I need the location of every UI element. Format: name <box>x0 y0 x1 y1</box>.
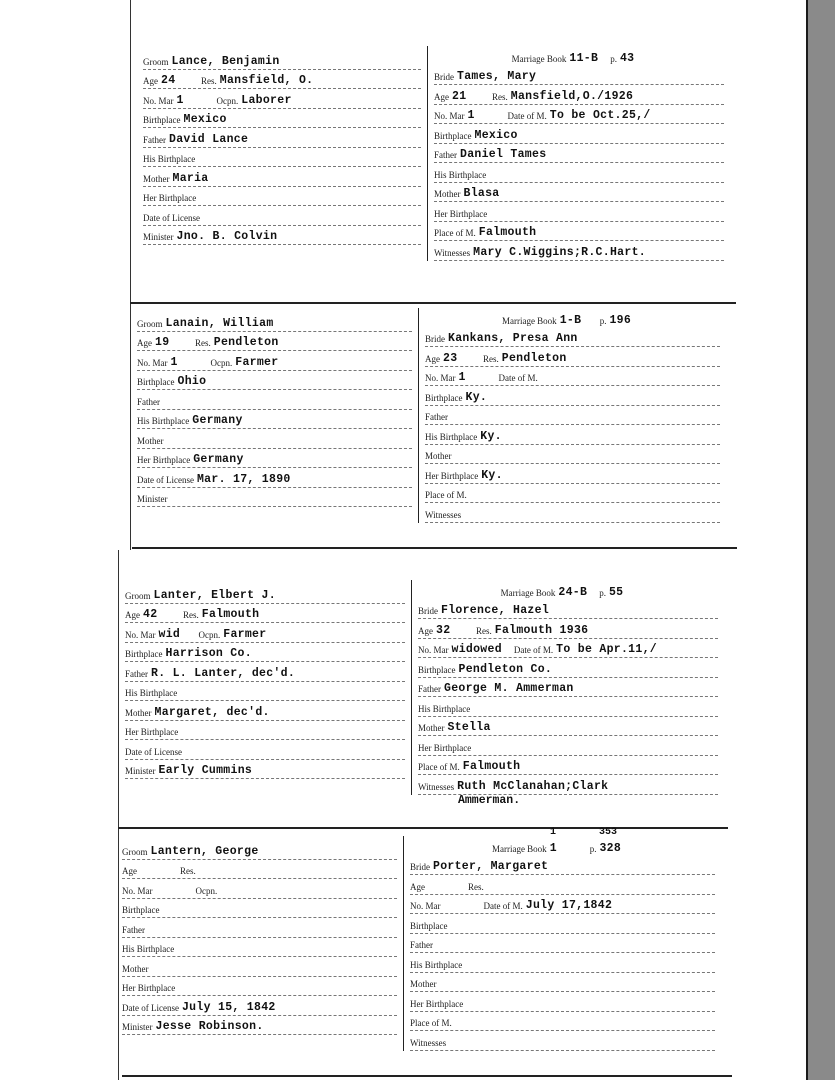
p-label: p. <box>599 587 606 598</box>
mother-value: Stella <box>447 721 491 734</box>
groom-field-row <box>125 760 405 780</box>
marriage-record-card <box>125 580 718 807</box>
his-birthplace-label: His Birthplace <box>434 169 487 180</box>
witnesses-label: Witnesses <box>418 781 455 792</box>
groom-label: Groom <box>125 590 151 601</box>
no-mar-label: No. Mar <box>125 629 156 640</box>
mother-label: Mother <box>410 979 437 989</box>
bride-field-row <box>434 241 724 261</box>
no-mar-label: No. Mar <box>410 901 441 911</box>
date-of-m-value: To be Oct.25,/ <box>549 109 651 122</box>
bride-field-row <box>434 46 724 66</box>
groom-value: Lantern, George <box>150 844 259 858</box>
birthplace-label: Birthplace <box>434 130 472 141</box>
witnesses-label: Witnesses <box>425 509 462 520</box>
his-birthplace-label: His Birthplace <box>143 154 196 164</box>
bride-label: Bride <box>434 72 454 82</box>
bride-field-row <box>425 484 720 504</box>
bride-field-row <box>410 973 715 993</box>
column-divider <box>418 308 419 523</box>
no-mar-value: 1 <box>467 109 475 122</box>
ocpn-label: Ocpn. <box>198 629 221 640</box>
ocpn-label: Ocpn. <box>195 885 218 896</box>
bride-field-row <box>418 717 718 737</box>
bride-field-row <box>434 163 724 183</box>
bride-column <box>425 308 720 523</box>
date-of-m-label: Date of M. <box>498 373 538 383</box>
bride-field-row <box>418 639 718 659</box>
mother-label: Mother <box>425 451 452 461</box>
ocpn-value: Laborer <box>241 93 292 107</box>
groom-field-row <box>122 899 397 919</box>
witnesses-continuation: Ammerman. <box>458 794 521 807</box>
father-value: David Lance <box>169 132 249 146</box>
witnesses-value: Mary C.Wiggins;R.C.Hart. <box>473 245 646 259</box>
age-value: 42 <box>143 608 158 621</box>
bride-field-row <box>425 308 720 328</box>
groom-column <box>137 312 412 523</box>
bride-value: Porter, Margaret <box>433 860 549 873</box>
groom-field-row <box>137 332 412 352</box>
marriage-book-value: 1-B <box>559 313 582 327</box>
mother-value: Maria <box>172 171 209 185</box>
bride-column <box>418 580 718 807</box>
age-value <box>428 893 456 894</box>
ocpn-value: Farmer <box>235 355 279 369</box>
groom-field-row <box>137 371 412 391</box>
res-label: Res. <box>492 91 508 102</box>
father-label: Father <box>418 684 441 694</box>
res-label: Res. <box>468 881 484 892</box>
witnesses-label: Witnesses <box>410 1037 447 1048</box>
birthplace-value: Ohio <box>177 375 207 388</box>
father-value: George M. Ammerman <box>444 682 574 695</box>
mother-value: Blasa <box>463 187 500 200</box>
column-divider <box>403 836 404 1051</box>
bride-field-row <box>418 736 718 756</box>
mother-label: Mother <box>418 723 445 733</box>
groom-field-row <box>143 50 421 70</box>
date-of-license-label: Date of License <box>125 746 182 757</box>
column-divider <box>427 46 428 261</box>
date-of-m-value: To be Apr.11,/ <box>556 643 657 656</box>
his-birthplace-label: His Birthplace <box>425 431 478 442</box>
age-label: Age <box>418 625 433 636</box>
birthplace-label: Birthplace <box>137 377 175 387</box>
date-of-m-label: Date of M. <box>483 901 523 911</box>
birthplace-label: Birthplace <box>125 649 163 659</box>
no-mar-value <box>156 897 184 898</box>
bride-field-row <box>410 914 715 934</box>
marriage-record-card <box>143 46 724 261</box>
bride-field-row <box>434 202 724 222</box>
no-mar-label: No. Mar <box>425 373 456 383</box>
birthplace-value: Mexico <box>474 128 518 142</box>
bride-column <box>434 46 724 261</box>
her-birthplace-label: Her Birthplace <box>410 998 464 1009</box>
bride-field-row <box>418 678 718 698</box>
res-label: Res. <box>183 610 199 620</box>
date-of-license-value: July 15, 1842 <box>181 1000 276 1014</box>
father-label: Father <box>125 668 148 679</box>
no-mar-label: No. Mar <box>137 357 168 368</box>
marriage-book-superscript: 1 <box>550 827 557 838</box>
bride-field-row <box>425 425 720 445</box>
witnesses-label: Witnesses <box>434 247 471 258</box>
bride-field-row <box>418 600 718 620</box>
minister-label: Minister <box>122 1022 153 1032</box>
age-value: 21 <box>452 89 467 103</box>
no-mar-label: No. Mar <box>434 111 465 121</box>
bride-value: Kankans, Presa Ann <box>448 332 578 345</box>
marriage-book-label: Marriage Book <box>491 843 547 854</box>
groom-field-row <box>137 351 412 371</box>
groom-column <box>143 50 421 261</box>
res-label: Res. <box>180 866 196 876</box>
bride-field-row <box>425 328 720 348</box>
age-value <box>140 877 168 878</box>
groom-field-row <box>125 604 405 624</box>
groom-value: Lanain, William <box>165 316 274 330</box>
his-birthplace-label: His Birthplace <box>125 688 178 698</box>
groom-value: Lanter, Elbert J. <box>153 588 276 602</box>
birthplace-label: Birthplace <box>143 115 181 125</box>
bride-field-row <box>434 222 724 242</box>
groom-field-row <box>143 206 421 226</box>
his-birthplace-label: His Birthplace <box>137 416 190 426</box>
res-value: Pendleton <box>213 336 279 349</box>
bride-field-row <box>418 775 718 807</box>
groom-field-row <box>122 840 397 860</box>
her-birthplace-label: Her Birthplace <box>122 983 176 993</box>
bride-column <box>410 827 715 1051</box>
bride-field-row <box>410 856 715 876</box>
minister-label: Minister <box>137 494 168 504</box>
place-of-m-label: Place of M. <box>425 490 467 500</box>
age-label: Age <box>425 353 440 364</box>
no-mar-label: No. Mar <box>418 645 449 655</box>
groom-field-row <box>143 128 421 148</box>
marriage-record-card <box>137 308 720 523</box>
p-label: p. <box>610 53 617 64</box>
birthplace-value: Mexico <box>183 113 227 126</box>
age-value: 23 <box>443 351 458 365</box>
date-of-m-label: Date of M. <box>513 645 554 655</box>
groom-column <box>122 840 397 1051</box>
bride-field-row <box>434 105 724 125</box>
father-label: Father <box>434 150 457 160</box>
bride-field-row <box>418 619 718 639</box>
father-label: Father <box>137 396 160 407</box>
his-birthplace-label: His Birthplace <box>122 944 175 954</box>
age-label: Age <box>410 881 425 892</box>
bride-field-row <box>425 445 720 465</box>
res-value: Falmouth 1936 <box>494 623 589 637</box>
res-label: Res. <box>483 353 499 364</box>
age-value: 32 <box>436 623 451 637</box>
groom-value: Lance, Benjamin <box>171 54 280 68</box>
birthplace-label: Birthplace <box>122 905 160 915</box>
groom-field-row <box>137 312 412 332</box>
marriage-book-value: 1 <box>549 841 557 855</box>
scan-border-line <box>806 0 808 1080</box>
bride-field-row <box>410 934 715 954</box>
no-mar-label: No. Mar <box>143 95 174 106</box>
groom-field-row <box>137 468 412 488</box>
mother-label: Mother <box>125 707 152 718</box>
bride-value: Florence, Hazel <box>441 604 550 617</box>
father-label: Father <box>143 134 166 145</box>
marriage-book-label: Marriage Book <box>511 53 567 64</box>
scan-edge <box>808 0 835 1080</box>
res-value: Falmouth <box>201 608 260 621</box>
groom-field-row <box>122 918 397 938</box>
minister-label: Minister <box>125 766 156 776</box>
bride-field-row <box>425 386 720 406</box>
groom-label: Groom <box>137 318 163 329</box>
bride-field-row <box>410 992 715 1012</box>
no-mar-label: No. Mar <box>122 885 153 896</box>
mother-label: Mother <box>137 435 164 446</box>
minister-value: Jesse Robinson. <box>155 1020 264 1033</box>
p-value: 196 <box>609 313 632 327</box>
her-birthplace-label: Her Birthplace <box>137 455 191 465</box>
card-separator <box>122 1075 732 1077</box>
groom-field-row <box>143 89 421 109</box>
date-of-license-label: Date of License <box>143 212 200 223</box>
date-of-license-value: Mar. 17, 1890 <box>196 472 291 486</box>
bride-field-row <box>410 1031 715 1051</box>
groom-field-row <box>143 109 421 129</box>
his-birthplace-label: His Birthplace <box>410 959 463 970</box>
minister-label: Minister <box>143 232 174 242</box>
ocpn-value: Farmer <box>223 627 267 641</box>
groom-field-row <box>122 957 397 977</box>
groom-field-row <box>125 682 405 702</box>
his-birthplace-label: His Birthplace <box>418 703 471 714</box>
groom-field-row <box>143 187 421 207</box>
age-label: Age <box>125 610 140 620</box>
her-birthplace-label: Her Birthplace <box>434 208 488 219</box>
groom-field-row <box>137 429 412 449</box>
place-of-m-label: Place of M. <box>418 762 460 772</box>
father-label: Father <box>122 924 145 935</box>
minister-value: Jno. B. Colvin <box>176 230 278 243</box>
bride-field-row <box>418 658 718 678</box>
bride-field-row <box>425 406 720 426</box>
bride-value: Tames, Mary <box>457 70 537 83</box>
marriage-book-label: Marriage Book <box>500 587 556 598</box>
groom-field-row <box>122 938 397 958</box>
groom-field-row <box>122 1016 397 1036</box>
p-value: 55 <box>608 585 624 599</box>
ocpn-label: Ocpn. <box>216 95 239 106</box>
bride-field-row <box>425 503 720 523</box>
bride-field-row <box>425 367 720 387</box>
age-value: 19 <box>155 336 170 349</box>
father-label: Father <box>410 940 433 950</box>
bride-field-row <box>410 1012 715 1032</box>
her-birthplace-value: Germany <box>193 453 244 466</box>
column-divider <box>411 580 412 795</box>
her-birthplace-label: Her Birthplace <box>125 727 179 737</box>
her-birthplace-label: Her Birthplace <box>143 193 197 203</box>
bride-field-row <box>410 827 715 856</box>
age-label: Age <box>434 91 449 102</box>
mother-label: Mother <box>143 173 170 184</box>
his-birthplace-value: Ky. <box>480 429 502 443</box>
groom-field-row <box>143 70 421 90</box>
age-label: Age <box>137 338 152 348</box>
groom-field-row <box>143 226 421 246</box>
scan-left-border <box>130 0 131 550</box>
groom-field-row <box>125 623 405 643</box>
groom-field-row <box>125 662 405 682</box>
marriage-book-label: Marriage Book <box>501 315 557 326</box>
bride-field-row <box>425 464 720 484</box>
bride-field-row <box>418 756 718 776</box>
bride-field-row <box>434 144 724 164</box>
minister-value: Early Cummins <box>158 764 253 777</box>
bride-field-row <box>410 875 715 895</box>
no-mar-value: wid <box>158 627 181 641</box>
place-of-m-label: Place of M. <box>410 1018 452 1028</box>
witnesses-value: Ruth McClanahan;Clark <box>457 779 609 793</box>
p-label: p. <box>589 843 597 854</box>
groom-field-row <box>125 740 405 760</box>
no-mar-value: 1 <box>176 93 184 107</box>
res-value: Mansfield,O./1926 <box>510 89 634 103</box>
father-value: Daniel Tames <box>460 148 547 161</box>
bride-label: Bride <box>418 606 438 616</box>
groom-field-row <box>125 643 405 663</box>
her-birthplace-label: Her Birthplace <box>425 470 479 481</box>
groom-label: Groom <box>143 56 169 67</box>
no-mar-value: 1 <box>458 371 466 384</box>
groom-field-row <box>122 977 397 997</box>
age-label: Age <box>143 76 158 86</box>
card-separator <box>118 827 728 829</box>
mother-value: Margaret, dec'd. <box>154 705 270 719</box>
groom-field-row <box>137 488 412 508</box>
bride-field-row <box>434 66 724 86</box>
date-of-license-label: Date of License <box>122 1002 179 1013</box>
p-value: 328 <box>599 841 622 855</box>
res-value: Pendleton <box>501 351 567 365</box>
groom-field-row <box>143 148 421 168</box>
groom-field-row <box>122 996 397 1016</box>
scan-left-border <box>118 550 119 1080</box>
mother-label: Mother <box>122 963 149 974</box>
his-birthplace-value: Germany <box>192 414 243 427</box>
marriage-book-value: 11-B <box>569 51 599 65</box>
bride-label: Bride <box>410 862 430 872</box>
no-mar-value: 1 <box>170 355 178 369</box>
groom-field-row <box>125 701 405 721</box>
card-separator <box>130 302 736 304</box>
bride-field-row <box>425 347 720 367</box>
bride-field-row <box>434 183 724 203</box>
age-value: 24 <box>161 74 176 87</box>
birthplace-label: Birthplace <box>418 664 456 675</box>
p-superscript: 353 <box>599 827 618 838</box>
birthplace-label: Birthplace <box>425 392 463 403</box>
groom-field-row <box>137 410 412 430</box>
groom-field-row <box>143 167 421 187</box>
bride-field-row <box>418 697 718 717</box>
place-of-m-value: Falmouth <box>478 226 537 239</box>
groom-field-row <box>137 449 412 469</box>
father-label: Father <box>425 412 448 422</box>
res-label: Res. <box>195 338 211 348</box>
bride-field-row <box>418 580 718 600</box>
birthplace-value: Pendleton Co. <box>458 662 553 676</box>
marriage-book-value: 24-B <box>558 585 588 599</box>
ocpn-label: Ocpn. <box>210 357 233 368</box>
groom-field-row <box>137 390 412 410</box>
groom-field-row <box>122 860 397 880</box>
bride-field-row <box>434 85 724 105</box>
bride-label: Bride <box>425 334 445 344</box>
no-mar-value: widowed <box>451 643 502 656</box>
card-separator <box>132 547 737 549</box>
place-of-m-value: Falmouth <box>462 760 521 773</box>
date-of-license-label: Date of License <box>137 474 194 485</box>
groom-field-row <box>125 721 405 741</box>
res-label: Res. <box>476 625 492 636</box>
marriage-record-card <box>122 827 715 1051</box>
date-of-m-value: July 17,1842 <box>525 899 613 912</box>
groom-field-row <box>125 584 405 604</box>
her-birthplace-value: Ky. <box>481 468 503 482</box>
bride-field-row <box>410 895 715 915</box>
birthplace-value: Ky. <box>465 390 488 404</box>
p-label: p. <box>599 315 607 326</box>
birthplace-value: Harrison Co. <box>165 647 252 660</box>
groom-label: Groom <box>122 846 148 857</box>
date-of-m-label: Date of M. <box>507 111 547 121</box>
her-birthplace-label: Her Birthplace <box>418 742 472 753</box>
age-label: Age <box>122 866 137 876</box>
birthplace-label: Birthplace <box>410 920 448 931</box>
no-mar-value <box>444 912 472 913</box>
groom-field-row <box>122 879 397 899</box>
bride-field-row <box>410 953 715 973</box>
p-value: 43 <box>619 51 635 65</box>
res-value: Mansfield, O. <box>219 74 314 87</box>
bride-field-row <box>434 124 724 144</box>
groom-column <box>125 584 405 795</box>
father-value: R. L. Lanter, dec'd. <box>151 666 296 680</box>
place-of-m-label: Place of M. <box>434 228 476 238</box>
mother-label: Mother <box>434 189 461 199</box>
res-label: Res. <box>201 76 217 86</box>
